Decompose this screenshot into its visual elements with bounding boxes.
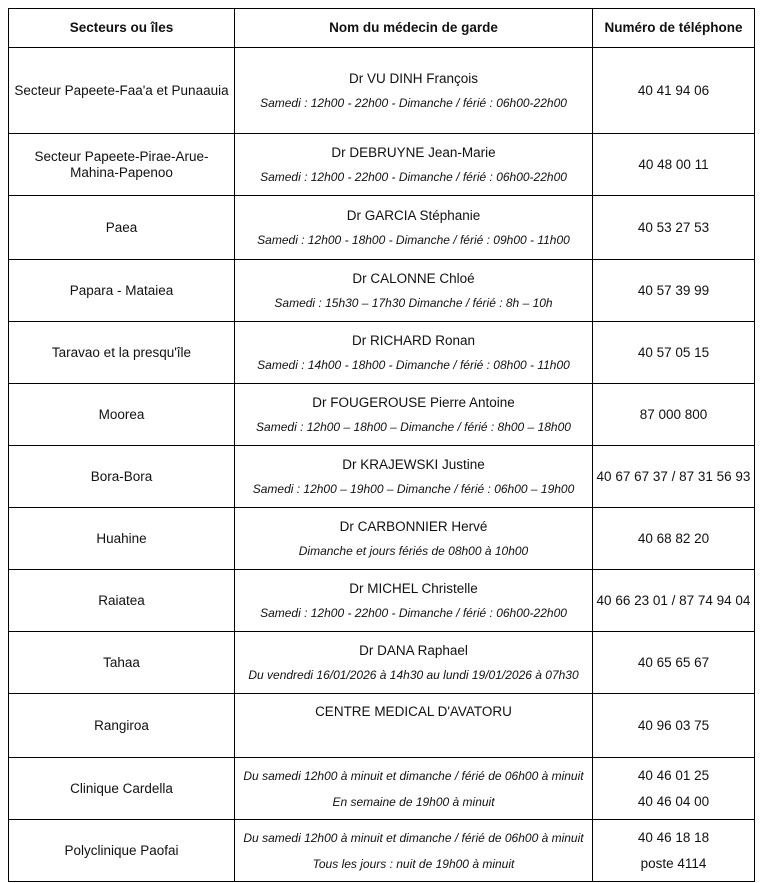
doctor-cell xyxy=(235,196,593,260)
on-call-doctors-table xyxy=(8,8,755,882)
schedule-text: Samedi : 12h00 - 22h00 - Dimanche / férié : 06h00-22h00 xyxy=(260,95,567,110)
doctor-cell xyxy=(235,570,593,632)
schedule-text: Samedi : 14h00 - 18h00 - Dimanche / férié : 08h00 - 11h00 xyxy=(257,357,570,372)
sector-cell: Secteur Papeete-Pirae-Arue-Mahina-Papenoo xyxy=(9,134,235,196)
phone-cell: 40 53 27 53 xyxy=(593,196,755,260)
phone-number: 40 46 18 18 xyxy=(637,829,710,845)
table-row xyxy=(9,820,755,882)
doctor-name: Dr RICHARD Ronan xyxy=(351,332,476,348)
schedule-text: Samedi : 12h00 - 18h00 - Dimanche / férié : 09h00 - 11h00 xyxy=(257,232,570,247)
doctor-cell xyxy=(235,632,593,694)
doctor-name: Dr DEBRUYNE Jean-Marie xyxy=(331,144,496,160)
sector-cell: Clinique Cardella xyxy=(9,758,235,820)
sector-cell: Secteur Papeete-Faa'a et Punaauia xyxy=(9,48,235,134)
sector-cell: Paea xyxy=(9,196,235,260)
table-row xyxy=(9,134,755,196)
doctor-cell xyxy=(235,384,593,446)
doctor-cell xyxy=(235,446,593,508)
schedule-text: Samedi : 12h00 – 18h00 – Dimanche / férié : 8h00 – 18h00 xyxy=(256,419,571,434)
table-row xyxy=(9,260,755,322)
sector-cell: Polyclinique Paofai xyxy=(9,820,235,882)
phone-cell: 40 68 82 20 xyxy=(593,508,755,570)
phone-cell: 40 57 05 15 xyxy=(593,322,755,384)
table-row xyxy=(9,384,755,446)
table-row xyxy=(9,632,755,694)
schedule-line: Du samedi 12h00 à minuit et dimanche / férié de 06h00 à minuit xyxy=(243,768,584,783)
phone-cell: 87 000 800 xyxy=(593,384,755,446)
sector-cell: Bora-Bora xyxy=(9,446,235,508)
phone-number: poste 4114 xyxy=(640,855,707,871)
doctor-cell xyxy=(235,48,593,134)
phone-cell: 40 48 00 11 xyxy=(593,134,755,196)
table-row xyxy=(9,508,755,570)
doctor-cell xyxy=(235,322,593,384)
table-row xyxy=(9,570,755,632)
sector-cell: Raiatea xyxy=(9,570,235,632)
schedule-cell xyxy=(235,820,593,882)
doctor-name: CENTRE MEDICAL D'AVATORU xyxy=(315,704,512,719)
sector-cell: Papara - Mataiea xyxy=(9,260,235,322)
sector-cell: Taravao et la presqu'île xyxy=(9,322,235,384)
doctor-name: Dr MICHEL Christelle xyxy=(349,580,478,596)
phone-cell: 40 57 39 99 xyxy=(593,260,755,322)
table-row xyxy=(9,322,755,384)
sector-cell: Huahine xyxy=(9,508,235,570)
table-row xyxy=(9,196,755,260)
table-row xyxy=(9,694,755,758)
schedule-line: Du samedi 12h00 à minuit et dimanche / férié de 06h00 à minuit xyxy=(243,830,584,845)
phone-cell xyxy=(593,820,755,882)
doctor-cell xyxy=(235,508,593,570)
doctor-name: Dr VU DINH François xyxy=(348,70,478,86)
schedule-text: Samedi : 12h00 - 22h00 - Dimanche / férié : 06h00-22h00 xyxy=(260,605,567,620)
doctor-cell xyxy=(235,694,593,758)
schedule-text: Du vendredi 16/01/2026 à 14h30 au lundi 19/01/2026 à 07h30 xyxy=(248,667,579,682)
phone-number: 40 46 01 25 xyxy=(637,767,710,783)
doctor-name: Dr FOUGEROUSE Pierre Antoine xyxy=(312,394,515,410)
schedule-line: En semaine de 19h00 à minuit xyxy=(332,794,495,809)
phone-cell: 40 66 23 01 / 87 74 94 04 xyxy=(593,570,755,632)
header-phone: Numéro de téléphone xyxy=(593,9,755,48)
doctor-name: Dr GARCIA Stéphanie xyxy=(346,207,481,223)
phone-number: 40 46 04 00 xyxy=(637,793,710,809)
header-doctor: Nom du médecin de garde xyxy=(235,9,593,48)
schedule-text: Samedi : 12h00 – 19h00 – Dimanche / férié : 06h00 – 19h00 xyxy=(252,481,575,496)
table-row xyxy=(9,446,755,508)
header-sector: Secteurs ou îles xyxy=(9,9,235,48)
doctor-name: Dr CALONNE Chloé xyxy=(352,270,475,286)
phone-cell xyxy=(593,758,755,820)
schedule-line: Tous les jours : nuit de 19h00 à minuit xyxy=(312,856,515,871)
doctor-name: Dr KRAJEWSKI Justine xyxy=(342,456,485,472)
schedule-text: Samedi : 15h30 – 17h30 Dimanche / férié : 8h – 10h xyxy=(274,295,553,310)
phone-cell: 40 67 67 37 / 87 31 56 93 xyxy=(593,446,755,508)
sector-cell: Moorea xyxy=(9,384,235,446)
doctor-name: Dr DANA Raphael xyxy=(359,642,468,658)
doctor-cell xyxy=(235,134,593,196)
phone-cell: 40 65 65 67 xyxy=(593,632,755,694)
schedule-cell xyxy=(235,758,593,820)
phone-cell: 40 96 03 75 xyxy=(593,694,755,758)
schedule-text: Dimanche et jours fériés de 08h00 à 10h00 xyxy=(298,543,529,558)
doctor-cell xyxy=(235,260,593,322)
sector-cell: Tahaa xyxy=(9,632,235,694)
table-header-row xyxy=(9,9,755,48)
table-row xyxy=(9,48,755,134)
table-row xyxy=(9,758,755,820)
phone-cell: 40 41 94 06 xyxy=(593,48,755,134)
schedule-text: Samedi : 12h00 - 22h00 - Dimanche / férié : 06h00-22h00 xyxy=(260,169,567,184)
sector-cell: Rangiroa xyxy=(9,694,235,758)
doctor-name: Dr CARBONNIER Hervé xyxy=(339,518,488,534)
